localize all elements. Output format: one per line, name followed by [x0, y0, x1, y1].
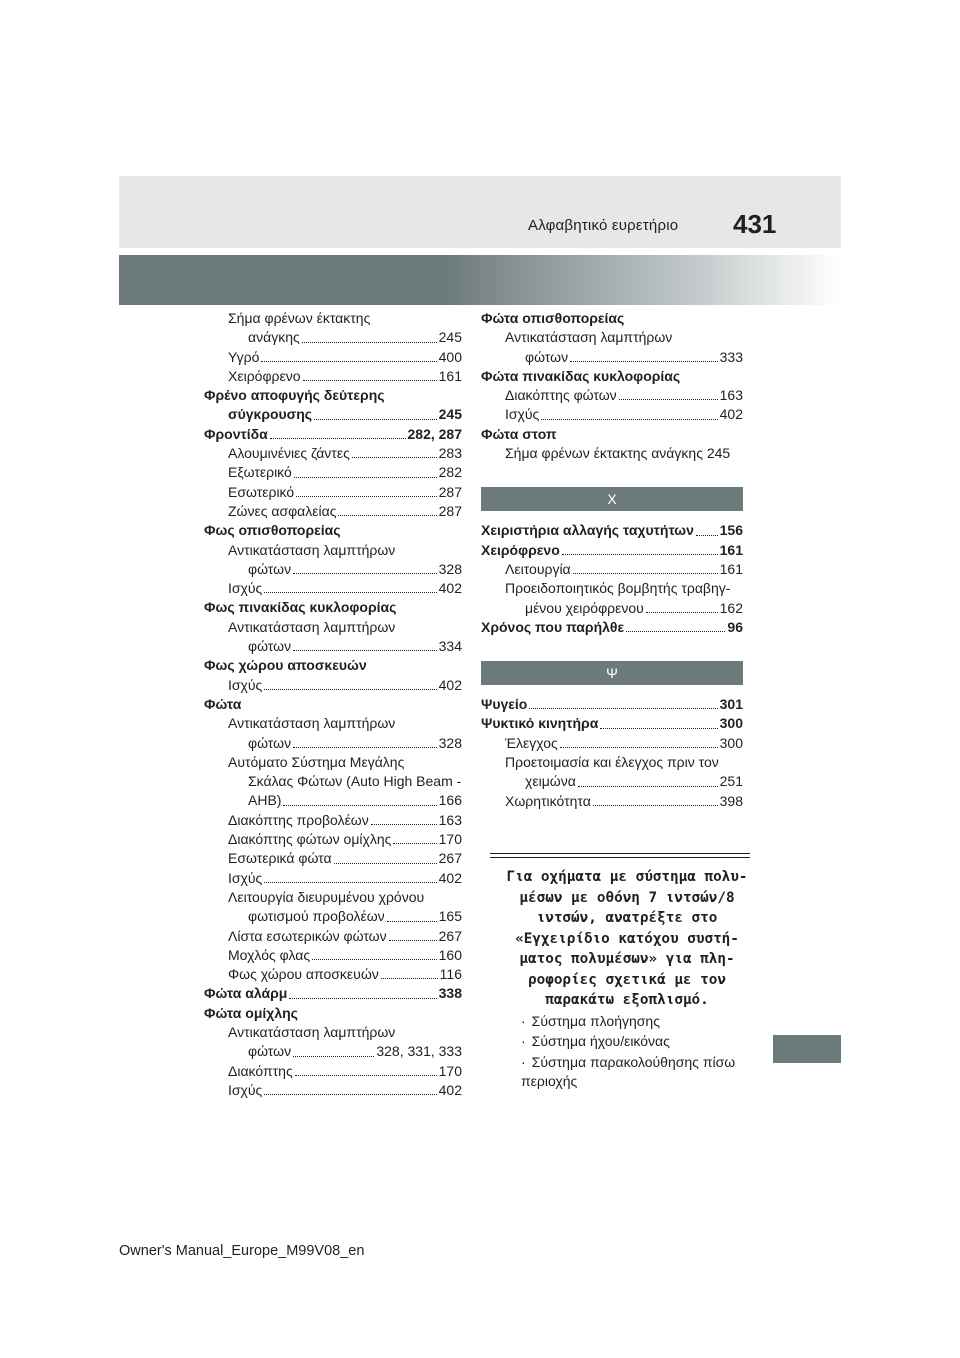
index-entry-term: Αλουμινένιες ζάντες [228, 445, 350, 462]
note-rule-top [490, 853, 750, 854]
spacer [481, 685, 743, 695]
index-entry-page: 282 [438, 464, 462, 481]
index-entry-page: 328 [438, 560, 462, 577]
bullet-icon: · [521, 1053, 526, 1070]
leader-dots [293, 1042, 374, 1056]
index-entry [204, 907, 462, 926]
leader-dots [352, 444, 437, 458]
index-entry [481, 579, 743, 598]
index-entry [204, 386, 462, 405]
page-number: 431 [733, 209, 777, 239]
index-entry-page: 301 [719, 696, 743, 713]
index-entry [481, 618, 743, 637]
index-entry [204, 367, 462, 386]
index-entry [204, 772, 462, 791]
leader-dots [387, 907, 437, 921]
index-entry-term: Ζώνες ασφαλείας [228, 502, 337, 519]
index-entry-page: 300 [719, 715, 743, 732]
index-entry-page: 161 [719, 560, 743, 577]
footer-text: Owner's Manual_Europe_M99V08_en [119, 1243, 365, 1259]
index-entry [481, 386, 743, 405]
index-entry-term: Φώτα ομίχλης [204, 1004, 298, 1021]
index-entry [204, 714, 462, 733]
index-entry [204, 579, 462, 598]
leader-dots [264, 1081, 436, 1095]
index-entry [481, 367, 743, 386]
chapter-thumb-tab [773, 1035, 841, 1063]
index-entry-term: φώτων [525, 348, 569, 365]
index-entry-page: 402 [438, 676, 462, 693]
index-entry-page: 245 [438, 406, 462, 423]
bullet-icon: · [521, 1012, 526, 1029]
index-entry [204, 753, 462, 772]
index-entry-page: 160 [438, 946, 462, 963]
note-title-line: «Εγχειρίδιο κατόχου συστή- [515, 930, 739, 947]
index-entry [204, 541, 462, 560]
index-entry [204, 888, 462, 907]
index-entry [204, 656, 462, 675]
index-entry-page: 161 [438, 367, 462, 384]
index-entry-page: 161 [719, 541, 743, 558]
index-entry-term: Φως πινακίδας κυκλοφορίας [204, 599, 397, 616]
index-entry-page: 402 [438, 580, 462, 597]
note-list-item [506, 1012, 748, 1032]
index-block-psi [481, 695, 743, 811]
index-column-right [481, 309, 743, 811]
index-entry [481, 714, 743, 733]
index-entry-term: Υγρό [228, 348, 260, 365]
index-entry-page: 166 [438, 792, 462, 809]
note-list-item-text: Σύστημα ήχου/εικόνας [531, 1033, 670, 1049]
index-entry [481, 734, 743, 753]
index-entry [204, 598, 462, 617]
index-entry-page: 163 [438, 811, 462, 828]
index-entry-page: 398 [719, 792, 743, 809]
leader-dots [303, 367, 437, 381]
note-title-line: μέσων με οθόνη 7 ιντσών/8 [519, 889, 735, 906]
index-entry [204, 1004, 462, 1023]
index-entry-term: Εσωτερικά φώτα [228, 850, 332, 867]
leader-dots [562, 541, 718, 555]
index-entry-page: 328 [438, 734, 462, 751]
leader-dots [302, 328, 437, 342]
leader-dots [541, 405, 717, 419]
index-entry-term: Χειρόφρενο [228, 367, 301, 384]
leader-dots [570, 348, 718, 362]
index-entry-term: Χωρητικότητα [505, 792, 591, 809]
index-entry-term: Λειτουργία διευρυμένου χρόνου [228, 888, 425, 905]
multimedia-note [506, 867, 748, 1092]
index-entry-term: Φως χώρου αποσκευών [228, 966, 379, 983]
index-entry-term: Αντικατάσταση λαμπτήρων [228, 541, 396, 558]
index-entry [204, 309, 462, 328]
index-entry [481, 425, 743, 444]
index-entry-term: Χειρόφρενο [481, 541, 560, 558]
leader-dots [294, 463, 437, 477]
index-entry-term: φωτισμού προβολέων [248, 908, 385, 925]
index-entry [481, 753, 743, 772]
index-entry-page: 334 [438, 638, 462, 655]
index-entry [204, 946, 462, 965]
index-entry-page: 267 [438, 850, 462, 867]
leader-dots [312, 946, 437, 960]
index-entry-term: Λειτουργία [505, 560, 571, 577]
index-entry-term: Χειριστήρια αλλαγής ταχυτήτων [481, 522, 694, 539]
note-title-line: ιντσών, ανατρέξτε στο [536, 910, 718, 926]
spacer [481, 511, 743, 521]
index-entry-term: Ισχύς [505, 406, 540, 423]
index-entry [481, 599, 743, 618]
index-entry-page: 338 [438, 985, 462, 1002]
leader-dots [600, 714, 717, 728]
index-entry [204, 637, 462, 656]
index-entry [481, 444, 743, 463]
index-entry [481, 348, 743, 367]
index-entry-term: Φώτα [204, 695, 242, 712]
index-entry-page: 267 [438, 927, 462, 944]
leader-dots [293, 560, 437, 574]
index-entry [204, 405, 462, 424]
index-entry-term: Αντικατάσταση λαμπτήρων [505, 329, 673, 346]
index-entry [204, 444, 462, 463]
leader-dots [626, 618, 725, 632]
note-list-item [506, 1032, 748, 1052]
index-entry [204, 869, 462, 888]
index-entry [204, 1081, 462, 1100]
index-entry [481, 405, 743, 424]
section-header-psi: Ψ [481, 661, 743, 685]
index-entry-term: Διακόπτης φώτων [505, 387, 617, 404]
leader-dots [264, 579, 436, 593]
index-entry [481, 695, 743, 714]
index-entry [481, 560, 743, 579]
leader-dots [619, 386, 718, 400]
leader-dots [338, 502, 436, 516]
index-entry-page: 402 [438, 869, 462, 886]
index-entry-page: 400 [438, 348, 462, 365]
index-entry-term: Ισχύς [228, 1081, 263, 1098]
index-entry [204, 425, 462, 444]
index-entry-page: 245 [438, 329, 462, 346]
leader-dots [293, 734, 437, 748]
index-entry [204, 849, 462, 868]
leader-dots [296, 483, 436, 497]
index-entry-page: 96 [727, 618, 743, 635]
index-entry-page: 251 [719, 773, 743, 790]
index-entry-term: Φώτα αλάρμ [204, 985, 288, 1002]
index-entry-term: Ψυκτικό κινητήρα [481, 715, 599, 732]
index-entry-term: AHB) [248, 792, 282, 809]
leader-dots [261, 348, 436, 362]
index-entry-term: φώτων [248, 638, 292, 655]
index-entry-page: 300 [719, 734, 743, 751]
index-entry-term: φώτων [248, 1043, 292, 1060]
index-entry-term: Προετοιμασία και έλεγχος πριν τον [505, 754, 719, 771]
leader-dots [264, 676, 436, 690]
spacer [481, 637, 743, 661]
index-entry [204, 695, 462, 714]
index-entry-page: 162 [719, 599, 743, 616]
index-entry-page: 170 [438, 1062, 462, 1079]
index-entry-term: Φώτα πινακίδας κυκλοφορίας [481, 367, 681, 384]
header-gradient-bar [119, 255, 841, 305]
index-entry-term: ανάγκης [248, 329, 300, 346]
index-entry-term: Ισχύς [228, 869, 263, 886]
index-entry [204, 618, 462, 637]
index-entry [204, 463, 462, 482]
index-entry-term: Ψυγείο [481, 696, 528, 713]
index-entry [481, 772, 743, 791]
section-header-x: Χ [481, 487, 743, 511]
index-entry-page: 116 [439, 966, 462, 983]
note-list [506, 1012, 748, 1092]
index-block-f [481, 309, 743, 463]
index-entry [204, 1062, 462, 1081]
index-entry-term: Αντικατάσταση λαμπτήρων [228, 618, 396, 635]
index-entry [204, 965, 462, 984]
leader-dots [593, 792, 718, 806]
index-entry-term: σύγκρουσης [228, 406, 313, 423]
index-entry-term: Φως οπισθοπορείας [204, 522, 341, 539]
index-entry-term: Εσωτερικό [228, 483, 295, 500]
index-entry-term: Χρόνος που παρήλθε [481, 618, 625, 635]
note-title-line: ροφορίες σχετικά με τον [528, 971, 726, 988]
leader-dots [295, 1062, 437, 1076]
index-entry-term: Σκάλας Φώτων (Auto High Beam - [248, 773, 462, 790]
index-entry-page: 287 [438, 483, 462, 500]
index-entry-term: Διακόπτης φώτων ομίχλης [228, 831, 392, 848]
index-entry-term: Σήμα φρένων έκτακτης ανάγκης 245 [505, 445, 731, 462]
bullet-icon: · [521, 1033, 526, 1049]
index-entry [204, 328, 462, 347]
index-entry [481, 521, 743, 540]
index-entry-page: 328, 331, 333 [376, 1043, 462, 1060]
leader-dots [264, 869, 436, 883]
index-entry-term: Αυτόματο Σύστημα Μεγάλης [228, 753, 405, 770]
index-entry-term: μένου χειρόφρενου [525, 599, 644, 616]
index-entry-page: 156 [719, 522, 743, 539]
index-entry-term: Φως χώρου αποσκευών [204, 657, 367, 674]
index-entry-term: χειμώνα [525, 773, 576, 790]
note-title-line: παρακάτω εξοπλισμό. [545, 992, 709, 1008]
index-entry [204, 811, 462, 830]
index-column-left [204, 309, 462, 1100]
index-entry-page: 402 [438, 1081, 462, 1098]
leader-dots [560, 734, 718, 748]
index-entry-term: Ισχύς [228, 676, 263, 693]
index-entry [204, 1042, 462, 1061]
leader-dots [696, 521, 718, 535]
index-entry [481, 541, 743, 560]
index-entry-term: Διακόπτης προβολέων [228, 811, 369, 828]
leader-dots [393, 830, 436, 844]
index-entry [481, 328, 743, 347]
index-entry-term: Φώτα στοπ [481, 425, 557, 442]
index-entry-page: 283 [438, 445, 462, 462]
index-entry [204, 927, 462, 946]
index-entry [204, 1023, 462, 1042]
index-entry-page: 402 [719, 406, 743, 423]
index-entry [204, 830, 462, 849]
leader-dots [573, 560, 718, 574]
index-entry-term: Αντικατάσταση λαμπτήρων [228, 1023, 396, 1040]
index-block-x [481, 521, 743, 637]
index-entry-page: 165 [438, 908, 462, 925]
index-entry-term: Μοχλός φλας [228, 946, 311, 963]
index-entry-page: 170 [438, 831, 462, 848]
index-entry-term: Σήμα φρένων έκτακτης [228, 310, 371, 326]
index-entry-page: 333 [719, 348, 743, 365]
note-list-item-text: Σύστημα πλοήγησης [531, 1012, 660, 1029]
index-entry-term: Ισχύς [228, 580, 263, 597]
page-section-title: Αλφαβητικό ευρετήριο [528, 217, 679, 234]
index-entry-term: Εξωτερικό [228, 464, 292, 481]
spacer [481, 463, 743, 487]
note-title [506, 867, 748, 1011]
leader-dots [293, 637, 437, 651]
index-entry [204, 676, 462, 695]
index-entry-term: Έλεγχος [505, 734, 558, 751]
leader-dots [270, 425, 406, 439]
leader-dots [283, 791, 436, 805]
index-entry-term: Φρένο αποφυγής δεύτερης [204, 387, 385, 404]
index-entry [204, 734, 462, 753]
note-list-item [506, 1053, 748, 1092]
leader-dots [646, 599, 718, 613]
leader-dots [371, 811, 437, 825]
leader-dots [289, 984, 436, 998]
index-entry-page: 282, 287 [407, 425, 462, 442]
leader-dots [529, 695, 717, 709]
index-entry-term: Φώτα οπισθοπορείας [481, 310, 625, 326]
index-entry [481, 792, 743, 811]
leader-dots [578, 772, 718, 786]
note-list-item-text: Σύστημα παρακολούθησης πίσω περιοχής [521, 1053, 736, 1089]
index-entry-page: 287 [438, 502, 462, 519]
index-entry-term: Προειδοποιητικός βομβητής τραβηγ- [505, 580, 731, 597]
index-entry-page: 163 [719, 387, 743, 404]
index-entry-term: φώτων [248, 560, 292, 577]
index-entry [204, 791, 462, 810]
index-entry-term: Φροντίδα [204, 425, 268, 442]
note-title-line: Για οχήματα με σύστημα πολυ- [506, 869, 748, 885]
note-rule-bottom [490, 857, 750, 858]
leader-dots [381, 965, 438, 979]
note-title-line: ματος πολυμέσων» για πλη- [519, 951, 735, 967]
leader-dots [389, 927, 437, 941]
leader-dots [334, 849, 437, 863]
index-entry [204, 502, 462, 521]
index-entry [204, 483, 462, 502]
index-entry [481, 309, 743, 328]
index-entry-term: Λίστα εσωτερικών φώτων [228, 927, 387, 944]
index-entry-term: Αντικατάσταση λαμπτήρων [228, 715, 396, 732]
index-entry [204, 560, 462, 579]
index-entry [204, 348, 462, 367]
index-entry-term: φώτων [248, 734, 292, 751]
index-entry [204, 521, 462, 540]
index-entry-term: Διακόπτης [228, 1062, 293, 1079]
index-entry [204, 984, 462, 1003]
leader-dots [314, 405, 437, 419]
